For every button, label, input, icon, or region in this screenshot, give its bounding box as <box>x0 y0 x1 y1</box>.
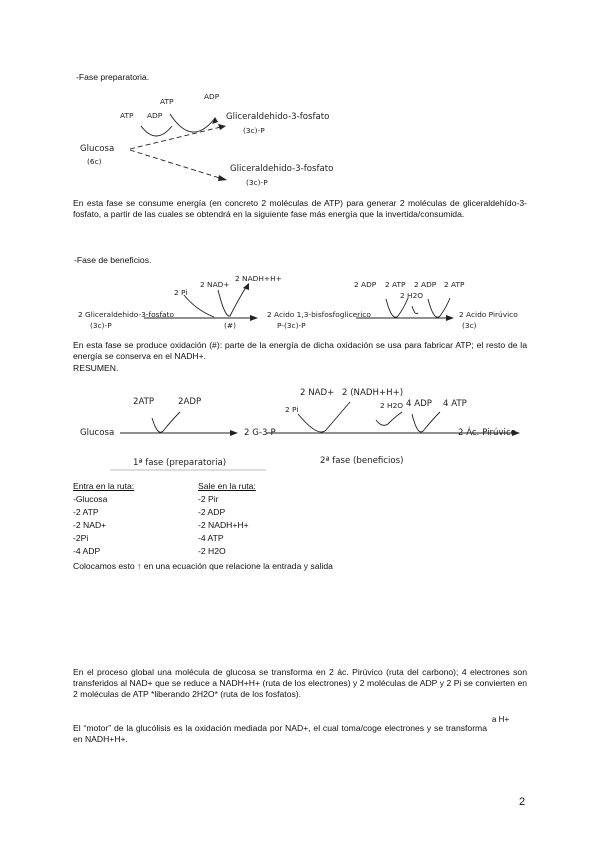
d2-mark: (#) <box>224 321 236 330</box>
d1-adp-left: ADP <box>147 111 163 120</box>
d1-product-top: Gliceraldehido-3-fosfato <box>226 112 330 122</box>
d3-adp-atp-curve <box>412 412 440 432</box>
section-heading-benefits: -Fase de beneficios. <box>74 255 152 265</box>
route-in-item: -4 ADP <box>73 546 101 556</box>
paragraph-benefits: En esta fase se produce oxidación (#): parte de la energía de dicha oxidación se usa para fabricar ATP; el resto de la energía se conserva en el NADH+. <box>73 340 527 362</box>
d3-nadh: 2 (NADH+H+) <box>342 388 404 398</box>
d3-pyruvic: 2 Ác. Pirúvico <box>458 428 516 438</box>
d2-h2o: 2 H2O <box>400 291 424 300</box>
d2-middle-sub: P-(3c)-P <box>277 321 306 330</box>
d2-adp2: 2 ADP <box>414 280 437 289</box>
d1-atp-mid: ATP <box>160 97 174 106</box>
d3-h2o: 2 H2O <box>380 401 404 410</box>
route-out-item: -2 Pir <box>198 494 219 504</box>
d2-middle: 2 Acido 1,3-bisfosfoglicerico <box>267 310 371 319</box>
d2-atp2: 2 ATP <box>444 280 465 289</box>
d3-h2o-curve <box>376 412 402 425</box>
d2-nadh: 2 NADH+H+ <box>235 274 282 283</box>
side-note: a H+ <box>492 715 510 724</box>
route-in-item: -Glucosa <box>73 494 108 504</box>
section-heading-preparatory: -Fase preparatoria. <box>76 72 150 82</box>
d1-atp-left: ATP <box>120 111 134 120</box>
d1-glucose-sub: (6c) <box>87 157 102 166</box>
route-in-item: -2Pi <box>73 533 89 543</box>
d1-glucose: Glucosa <box>80 144 115 154</box>
route-out-item: -2 ADP <box>198 507 226 517</box>
d2-end: 2 Acido Pirúvico <box>459 310 518 319</box>
d2-adp1: 2 ADP <box>354 280 377 289</box>
instruction-text: Colocamos esto ↑ en una ecuación que relacione la entrada y salida <box>73 561 333 571</box>
paragraph-motor: El “motor” de la glucólisis es la oxidación mediada por NAD+, el cual toma/coge electrones y se transforma en NADH+H+. <box>73 723 487 745</box>
d3-phase2: 2ª fase (beneficios) <box>320 456 404 466</box>
d2-nad: 2 NAD+ <box>200 280 230 289</box>
d3-nad: 2 NAD+ <box>300 388 335 398</box>
d3-adp2: 4 ADP <box>406 399 432 409</box>
d2-end-sub: (3c) <box>462 321 477 330</box>
section-heading-summary: RESUMEN. <box>73 363 119 373</box>
d2-pi: 2 Pi <box>174 288 188 297</box>
d3-adp: 2ADP <box>178 397 202 407</box>
page-number: 2 <box>519 796 526 808</box>
d2-start: 2 Gliceraldehido-3-fosfato <box>78 310 175 319</box>
d3-atp-adp-curve <box>152 412 180 432</box>
route-in-item: -2 ATP <box>73 507 99 517</box>
d1-product-bottom-sub: (3c)-P <box>246 178 268 187</box>
d3-atp2: 4 ATP <box>443 399 467 409</box>
d3-phase1: 1ª fase (preparatoria) <box>133 458 227 468</box>
d3-glucose: Glucosa <box>80 428 115 438</box>
d3-nad-curve <box>298 402 350 432</box>
route-in-item: -2 NAD+ <box>73 520 107 530</box>
d2-atp1: 2 ATP <box>385 280 406 289</box>
d1-adp-top: ADP <box>204 92 220 101</box>
d3-pi: 2 Pi <box>285 405 299 414</box>
d1-product-top-sub: (3c)-P <box>243 126 265 135</box>
d3-g3p: 2 G-3-P <box>244 428 276 438</box>
route-out-item: -2 H2O <box>198 546 226 556</box>
route-out-item: -2 NADH+H+ <box>198 520 249 530</box>
d1-product-bottom: Gliceraldehido-3-fosfato <box>230 164 334 174</box>
d3-atp: 2ATP <box>133 397 155 407</box>
paragraph-preparatory: En esta fase se consume energía (en concreto 2 moléculas de ATP) para generar 2 moléculas de gliceraldehído-3-fosfato, a partir de las cuales se obtendrá en la siguiente fase más energía que la invertida/consumida. <box>73 198 527 220</box>
route-in-header: Entra en la ruta: <box>73 481 135 491</box>
paragraph-global: En el proceso global una molécula de glucosa se transforma en 2 ác. Pirúvico (ruta del carbono); 4 electrones son transferidos al NAD+ que se reduce a NADH+H+ (ruta de los electrones) y 2 moléculas de ADP y 2 Pi se convierten en 2 moléculas de ATP *liberando 2H2O* (ruta de los fosfatos). <box>73 667 527 700</box>
route-out-item: -4 ATP <box>198 533 224 543</box>
d2-start-sub: (3c)-P <box>90 321 112 330</box>
route-out-header: Sale en la ruta: <box>198 481 256 491</box>
d3-arrowhead-1 <box>230 430 238 436</box>
